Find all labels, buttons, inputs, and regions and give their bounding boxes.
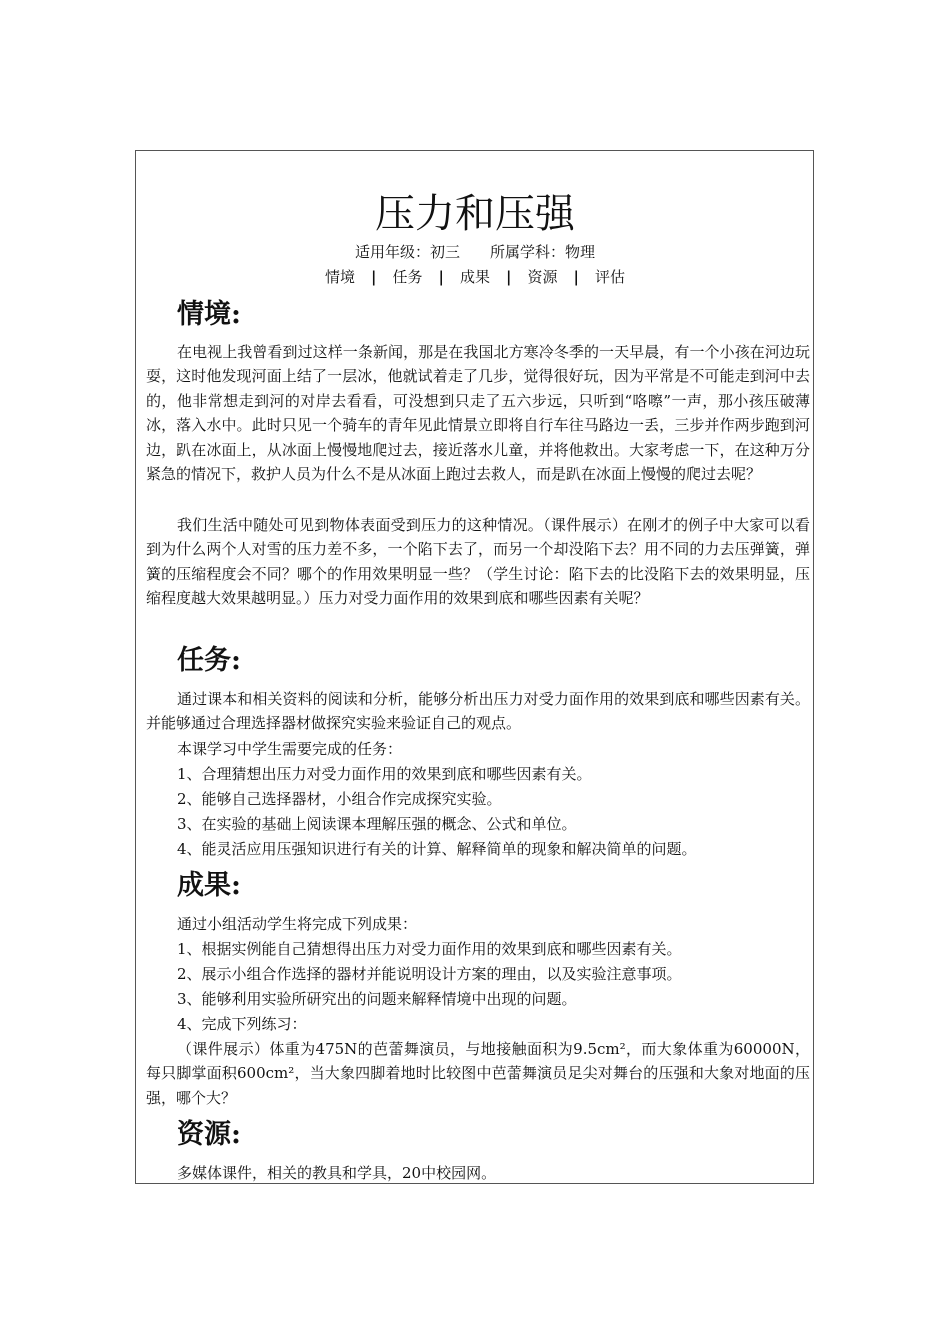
nav-link-outcome[interactable]: 成果: [459, 268, 490, 286]
task-intro: 本课学习中学生需要完成的任务：: [177, 740, 403, 758]
resources-heading: 资源:: [177, 1119, 241, 1150]
outcome-item: 2、展示小组合作选择的器材并能说明设计方案的理由，以及实验注意事项。: [177, 965, 682, 983]
task-paragraph: 通过课本和相关资料的阅读和分析，能够分析出压力对受力面作用的效果到底和哪些因素有关。并能够通过合理选择器材做探究实验来验证自己的观点。: [146, 690, 810, 733]
situation-heading: 情境:: [177, 299, 241, 330]
nav-link-task[interactable]: 任务: [392, 268, 423, 286]
nav-link-resources[interactable]: 资源: [527, 268, 558, 286]
section-nav: [0, 265, 950, 289]
task-item: 4、能灵活应用压强知识进行有关的计算、解释简单的现象和解决简单的问题。: [177, 840, 697, 858]
resources-text: 多媒体课件，相关的教具和学具，20中校园网。: [177, 1164, 497, 1182]
nav-separator: |: [573, 268, 579, 286]
nav-separator: |: [371, 268, 377, 286]
outcome-item: 1、根据实例能自己猜想得出压力对受力面作用的效果到底和哪些因素有关。: [177, 940, 682, 958]
nav-link-evaluation[interactable]: 评估: [594, 268, 625, 286]
nav-separator: |: [506, 268, 512, 286]
situation-paragraph-1: 在电视上我曾看到过这样一条新闻，那是在我国北方寒冷冬季的一天早晨，有一个小孩在河边玩耍，这时他发现河面上结了一层冰，他就试着走了几步，觉得很好玩，因为平常是不可能走到河中去的，他非常想走到河的对岸去看看，可没想到只走了五六步远，只听到“咯嚓”一声，那小孩压破薄冰，落入水中。此时只见一个骑车的青年见此情景立即将自行车往马路边一丢，三步并作两步跑到河边，趴在冰面上，从冰面上慢慢地爬过去，接近落水儿童，并将他救出。大家考虑一下，在这种万分紧急的情况下，救护人员为什么不是从冰面上跑过去救人，而是趴在冰面上慢慢的爬过去呢？: [146, 343, 810, 484]
situation-paragraph-2: 我们生活中随处可见到物体表面受到压力的这种情况。（课件展示）在刚才的例子中大家可以看到为什么两个人对雪的压力差不多，一个陷下去了，而另一个却没陷下去？用不同的力去压弹簧，弹簧的压缩程度会不同？哪个的作用效果明显一些？（学生讨论：陷下去的比没陷下去的效果明显，压缩程度越大效果越明显。）压力对受力面作用的效果到底和哪些因素有关呢？: [146, 516, 810, 608]
outcome-exercise: （课件展示）体重为475N的芭蕾舞演员，与地接触面积为9.5cm²，而大象体重为60000N，每只脚掌面积600cm²，当大象四脚着地时比较图中芭蕾舞演员足尖对舞台的压强和大象对地面的压强，哪个大？: [146, 1040, 810, 1107]
outcome-item: 4、完成下列练习：: [177, 1015, 307, 1033]
outcome-item: 3、能够利用实验所研究出的问题来解释情境中出现的问题。: [177, 990, 577, 1008]
grade-label: 适用年级：初三: [354, 243, 460, 261]
nav-link-situation[interactable]: 情境: [325, 268, 356, 286]
outcome-heading: 成果:: [177, 870, 241, 901]
outcome-intro: 通过小组活动学生将完成下列成果：: [177, 915, 418, 933]
course-meta: [0, 241, 950, 263]
task-heading: 任务:: [177, 645, 241, 676]
page-title: 压力和压强: [375, 191, 575, 237]
task-item: 2、能够自己选择器材，小组合作完成探究实验。: [177, 790, 502, 808]
task-item: 1、合理猜想出压力对受力面作用的效果到底和哪些因素有关。: [177, 765, 592, 783]
nav-separator: |: [438, 268, 444, 286]
subject-label: 所属学科：物理: [490, 243, 596, 261]
task-item: 3、在实验的基础上阅读课本理解压强的概念、公式和单位。: [177, 815, 577, 833]
